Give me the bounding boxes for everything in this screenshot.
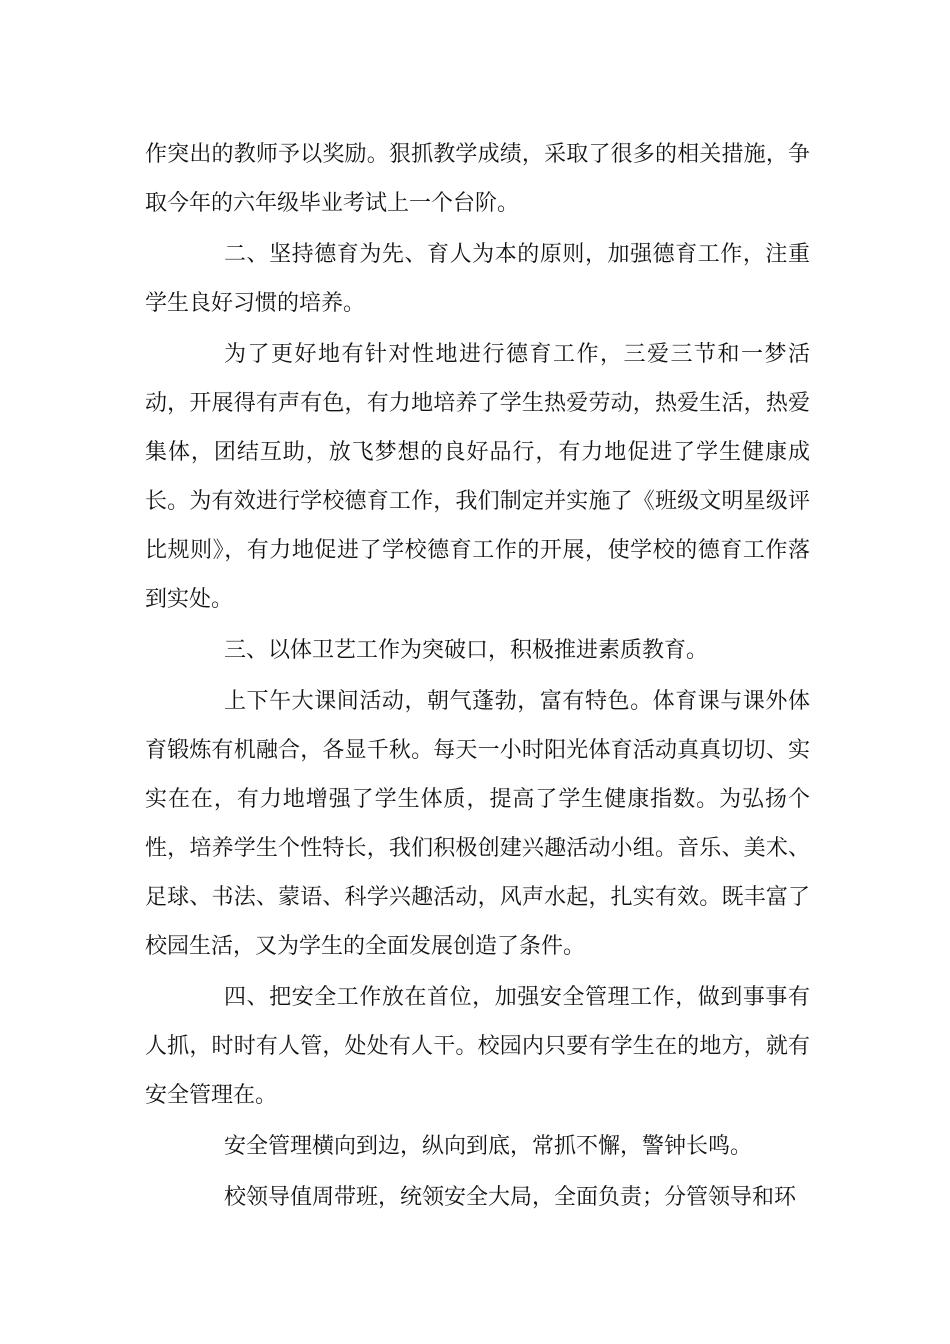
paragraph-2-heading-moral-education: 二、坚持德育为先、育人为本的原则，加强德育工作，注重学生良好习惯的培养。 — [145, 242, 810, 316]
paragraph-6-heading-safety: 四、把安全工作放在首位，加强安全管理工作，做到事事有人抓，时时有人管，处处有人干。校园内只要有学生在的地方，就有安全管理在。 — [145, 985, 810, 1108]
document-body — [145, 130, 810, 1224]
paragraph-5: 上下午大课间活动，朝气蓬勃，富有特色。体育课与课外体育锻炼有机融合，各显千秋。每天一小时阳光体育活动真真切切、实实在在，有力地增强了学生体质，提高了学生健康指数。为弘扬个性，培养学生个性特长，我们积极创建兴趣活动小组。音乐、美术、足球、书法、蒙语、科学兴趣活动，风声水起，扎实有效。既丰富了校园生活，又为学生的全面发展创造了条件。 — [145, 689, 810, 959]
paragraph-8: 校领导值周带班，统领安全大局，全面负责；分管领导和环 — [224, 1185, 797, 1210]
paragraph-3: 为了更好地有针对性地进行德育工作，三爱三节和一梦活动，开展得有声有色，有力地培养了学生热爱劳动，热爱生活，热爱集体，团结互助，放飞梦想的良好品行，有力地促进了学生健康成长。为有效进行学校德育工作，我们制定并实施了《班级文明星级评比规则》，有力地促进了学校德育工作的开展，使学校的德育工作落到实处。 — [145, 342, 810, 612]
paragraph-4-heading-quality-education: 三、以体卫艺工作为突破口，积极推进素质教育。 — [224, 638, 709, 663]
paragraph-1: 作突出的教师予以奖励。狠抓教学成绩，采取了很多的相关措施，争取今年的六年级毕业考试上一个台阶。 — [145, 142, 810, 216]
paragraph-7: 安全管理横向到边，纵向到底，常抓不懈，警钟长鸣。 — [224, 1134, 753, 1159]
